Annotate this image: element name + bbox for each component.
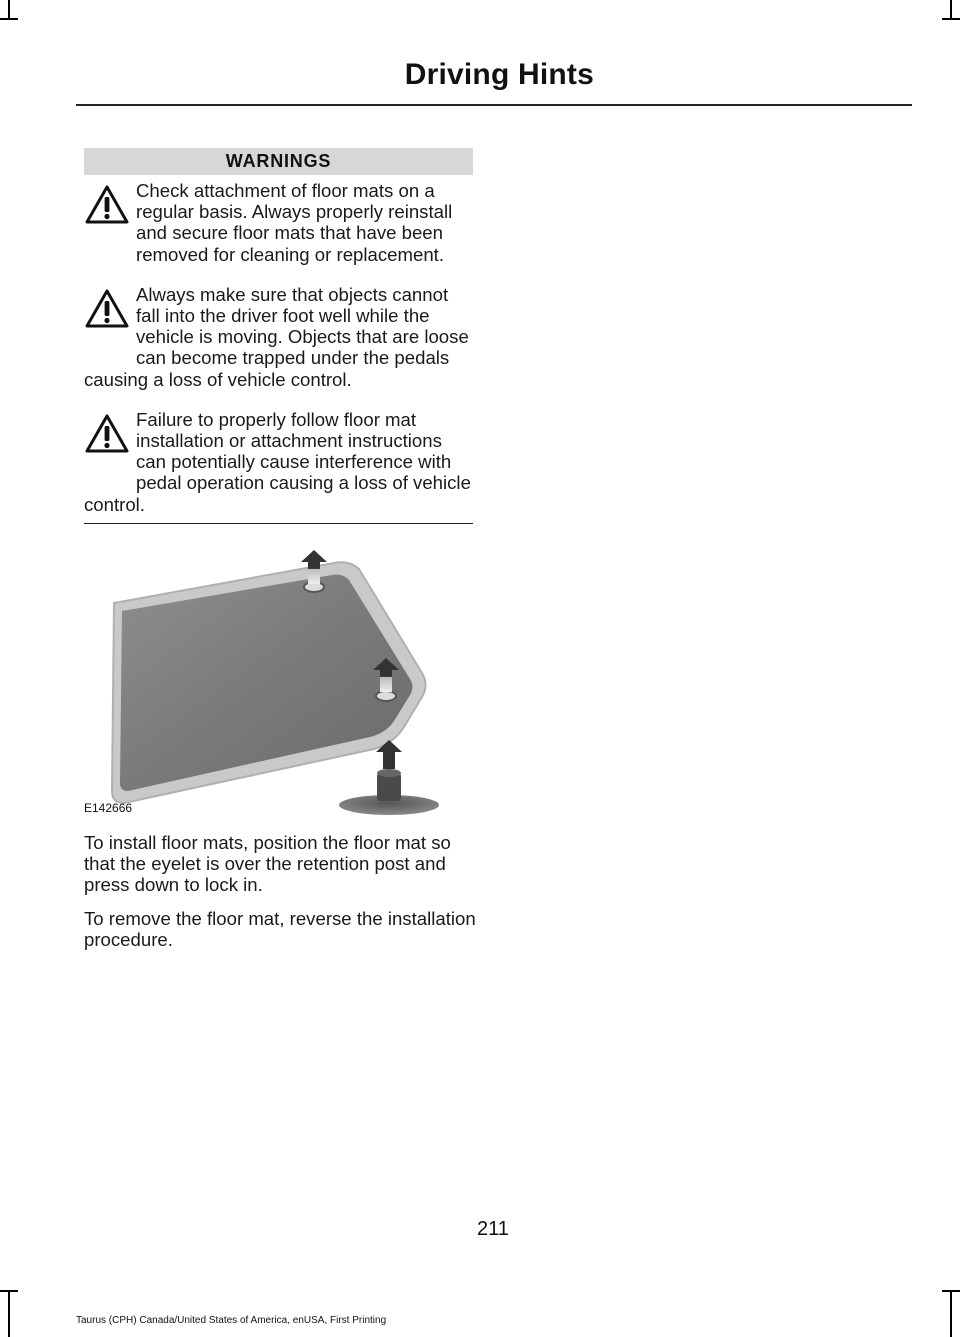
crop-mark (8, 1290, 10, 1337)
crop-mark (0, 1290, 18, 1292)
warning-triangle-icon (84, 284, 136, 350)
warnings-bottom-rule (84, 523, 473, 525)
warning-item (84, 180, 473, 265)
warning-text: Check attachment of floor mats on a regular basis. Always properly reinstall and secure floor mats that have been removed for cleaning or replacement. (136, 180, 453, 265)
warnings-section (84, 148, 473, 524)
crop-mark (950, 1290, 952, 1337)
crop-mark (950, 0, 952, 18)
figure-code: E142666 (84, 801, 133, 815)
crop-mark (8, 0, 10, 18)
warning-item (84, 409, 473, 515)
paragraph: To install floor mats, position the floor mat so that the eyelet is over the retention post and press down to lock in. (84, 832, 451, 896)
warning-text: Always make sure that objects cannot fall into the driver foot well while the vehicle is moving. Objects that are loose can become trapped under the pedals causing a loss of vehicle control. (84, 283, 469, 390)
eyelet (376, 691, 396, 701)
crop-mark (942, 1290, 960, 1292)
header-rule (76, 104, 912, 106)
crop-mark (0, 18, 18, 20)
crop-mark (942, 18, 960, 20)
page-number: 211 (477, 1218, 509, 1240)
floor-mat-diagram (84, 545, 473, 815)
warning-item (84, 284, 473, 390)
warning-triangle-icon (84, 409, 136, 475)
page-title: Driving Hints (404, 58, 594, 91)
footer-text: Taurus (CPH) Canada/United States of America, enUSA, First Printing (76, 1315, 387, 1326)
body-text (84, 832, 476, 962)
warning-triangle-icon (84, 180, 136, 246)
paragraph: To remove the floor mat, reverse the installation procedure. (84, 907, 476, 950)
warnings-heading: WARNINGS (84, 148, 473, 175)
warning-text: Failure to properly follow floor mat installation or attachment instructions can potentially cause interference with pedal operation causing a loss of vehicle control. (84, 408, 471, 515)
floor-mat-illustration (84, 545, 473, 815)
retention-post (377, 773, 401, 801)
